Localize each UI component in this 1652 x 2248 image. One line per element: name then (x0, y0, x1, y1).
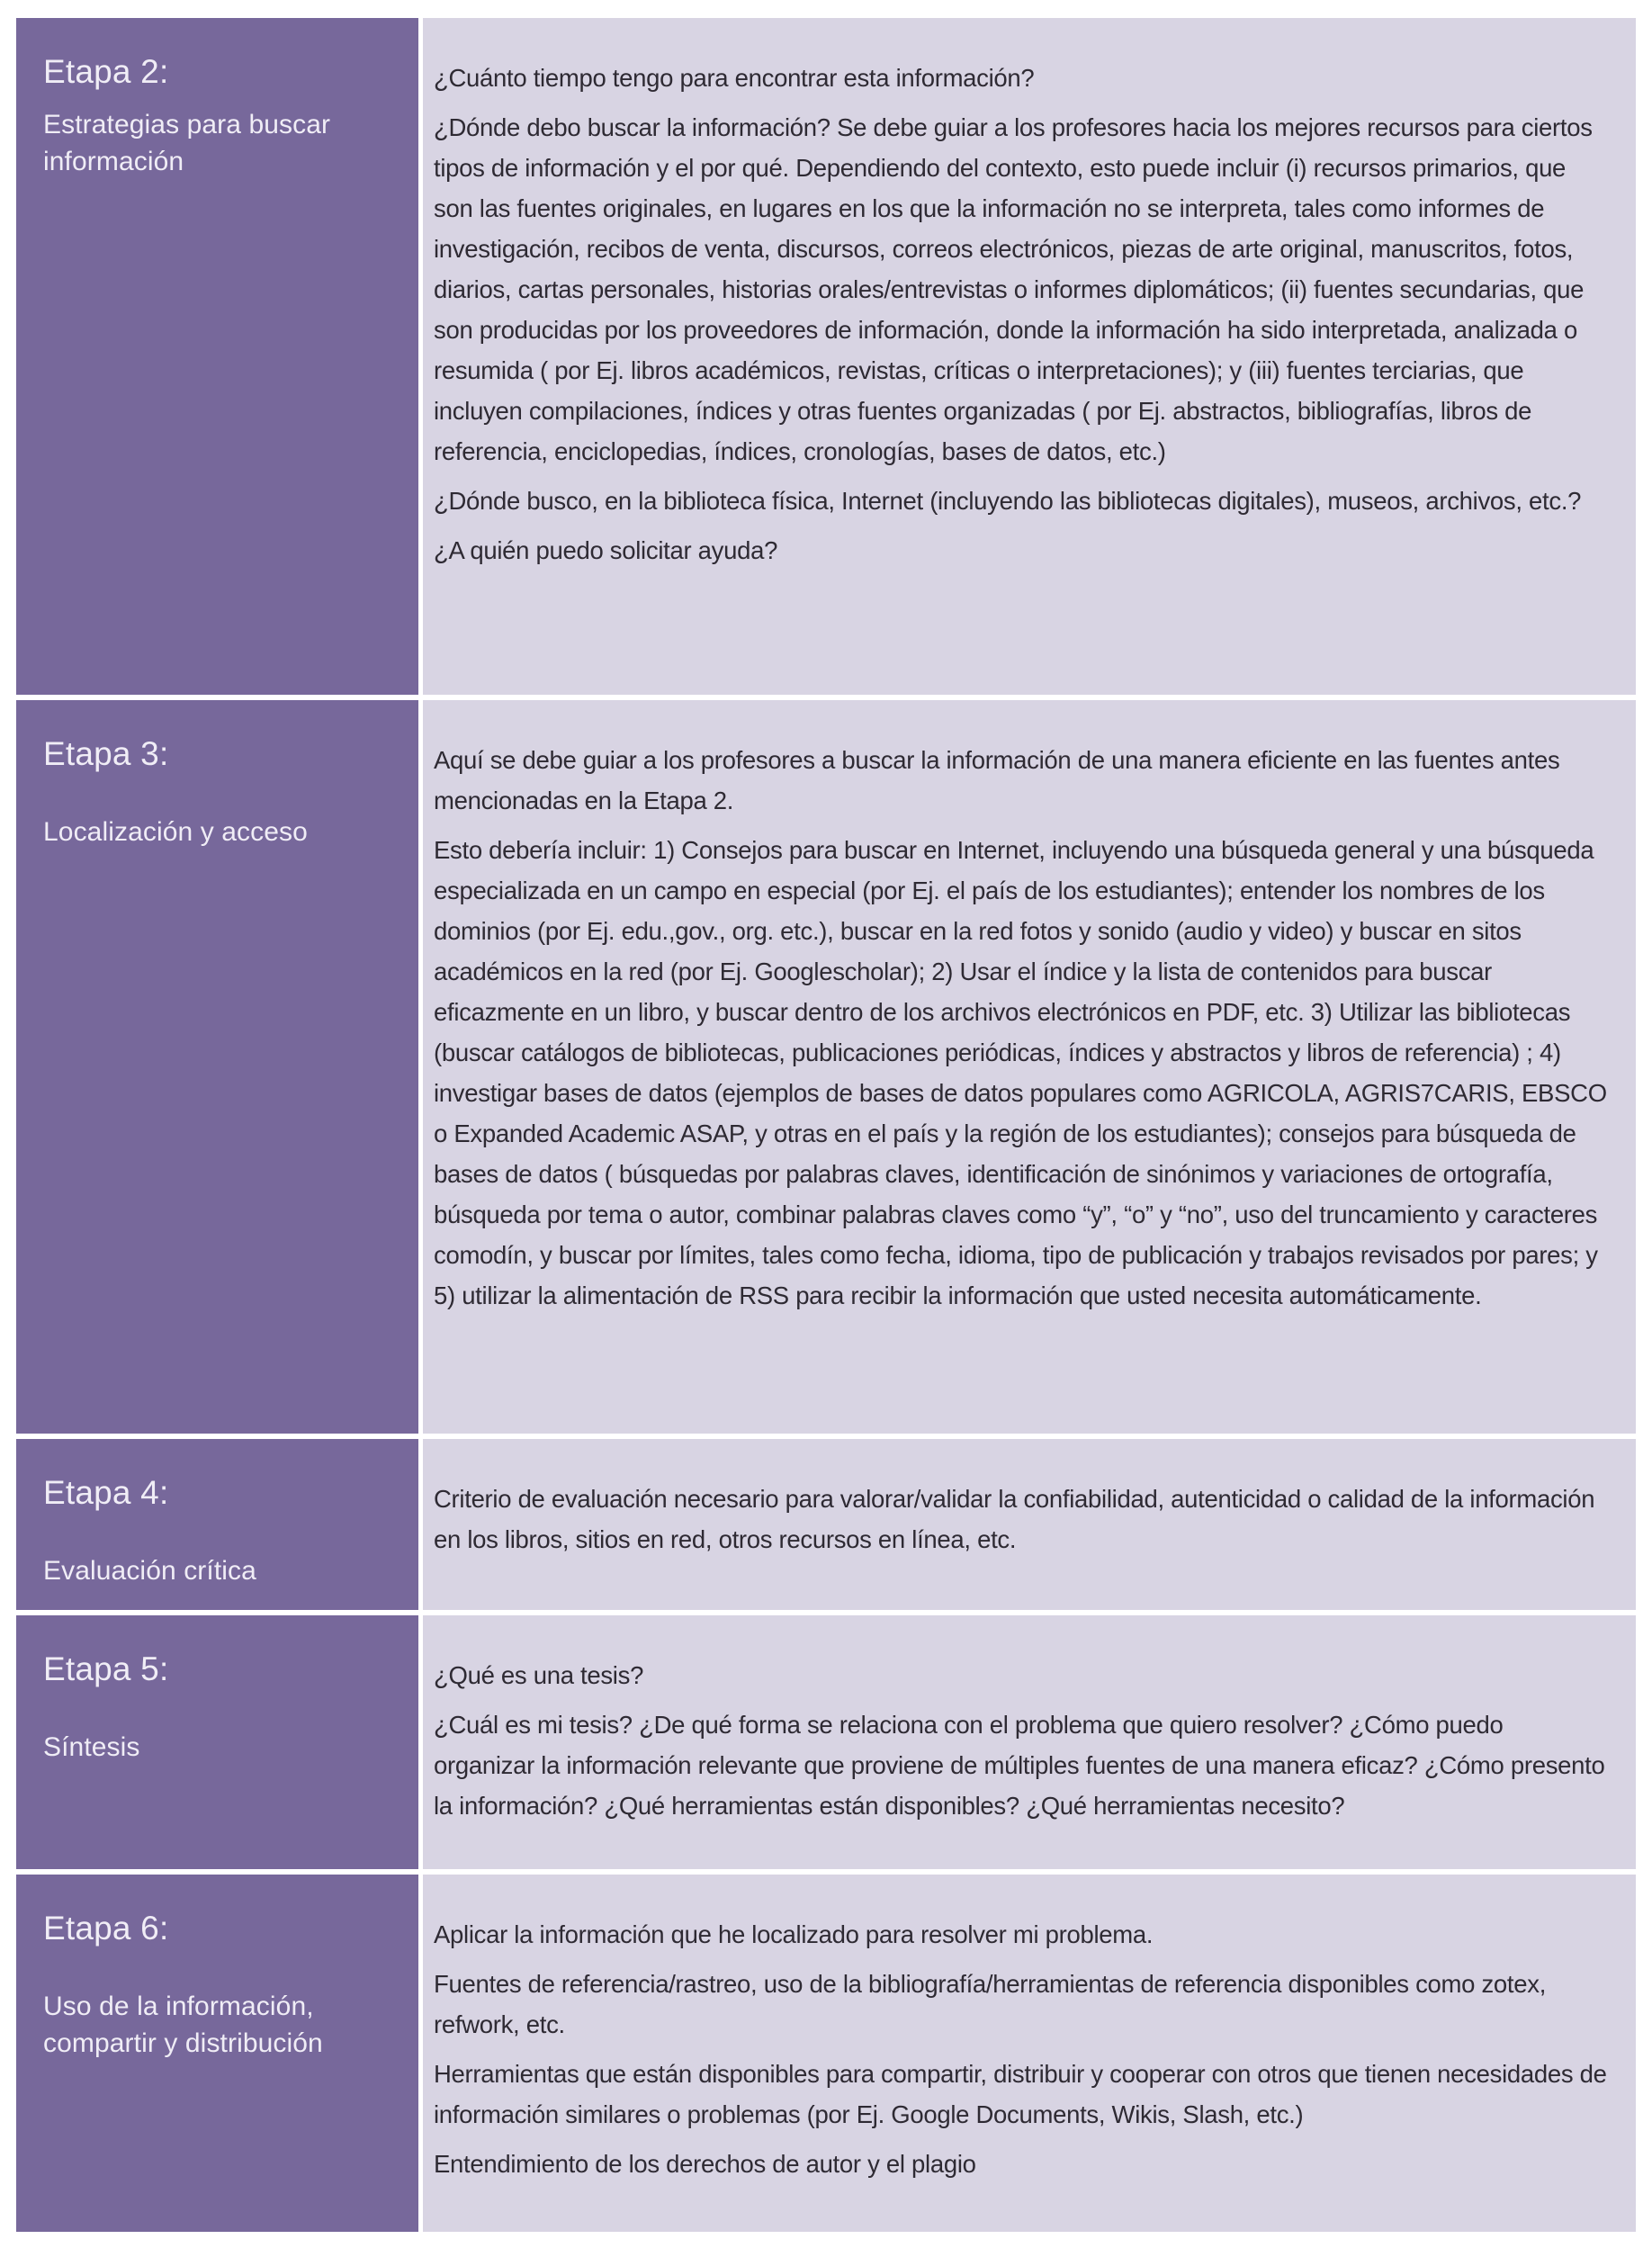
stage-title: Etapa 6: (43, 1910, 169, 1947)
paragraph: Herramientas que están disponibles para compartir, distribuir y cooperar con otros que tienen necesidades de información similares o problemas (por Ej. Google Documents, Wikis, Slash, etc.) (434, 2060, 1607, 2128)
stage-body-etapa-3 (423, 700, 1636, 1434)
stage-subtitle: Síntesis (43, 1732, 140, 1762)
stage-subtitle: Localización y acceso (43, 817, 308, 847)
stage-header-etapa-2 (16, 18, 418, 695)
stage-subtitle: Estrategias para buscar información (43, 110, 331, 176)
stage-header-etapa-6 (16, 1875, 418, 2232)
paragraph: ¿A quién puedo solicitar ayuda? (434, 536, 778, 564)
paragraph: Entendimiento de los derechos de autor y el plagio (434, 2150, 976, 2178)
paragraph: Fuentes de referencia/rastreo, uso de la bibliografía/herramientas de referencia disponibles como zotex, refwork, etc. (434, 1970, 1547, 2038)
paragraph: ¿Dónde debo buscar la información? Se debe guiar a los profesores hacia los mejores recursos para ciertos tipos de información y el por qué. Dependiendo del contexto, esto puede incluir (i) recursos primarios, que son las fuentes originales, en lugares en los que la información no se interpreta, tales como informes de investigación, recibos de venta, discursos, correos electrónicos, piezas de arte original, manuscritos, fotos, diarios, cartas personales, historias orales/entrevistas o informes diplomáticos; (ii) fuentes secundarias, que son producidas por los proveedores de información, donde la información ha sido interpretada, analizada o resumida ( por Ej. libros académicos, revistas, críticas o interpretaciones); y (iii) fuentes terciarias, que incluyen compilaciones, índices y otras fuentes organizadas ( por Ej. abstractos, bibliografías, libros de referencia, enciclopedias, índices, cronologías, bases de datos, etc.) (434, 113, 1593, 465)
stages-table (16, 18, 1636, 2232)
stage-title: Etapa 4: (43, 1474, 169, 1511)
stage-body-etapa-2 (423, 18, 1636, 695)
paragraph: ¿Cuánto tiempo tengo para encontrar esta información? (434, 64, 1035, 92)
paragraph: Esto debería incluir: 1) Consejos para buscar en Internet, incluyendo una búsqueda general y una búsqueda especializada en un campo en especial (por Ej. el país de los estudiantes); entender los nombres de los dominios (por Ej. edu.,gov., org. etc.), buscar en la red fotos y sonido (audio y video) y buscar en sitos académicos en la red (por Ej. Googlescholar); 2) Usar el índice y la lista de contenidos para buscar eficazmente en un libro, y buscar dentro de los archivos electrónicos en PDF, etc. 3) Utilizar las bibliotecas (buscar catálogos de bibliotecas, publicaciones periódicas, índices y abstractos y libros de referencia) ; 4) investigar bases de datos (ejemplos de bases de datos populares como AGRICOLA, AGRIS7CARIS, EBSCO o Expanded Academic ASAP, y otras en el país y la región de los estudiantes); consejos para búsqueda de bases de datos ( búsquedas por palabras claves, identificación de sinónimos y variaciones de ortografía, búsqueda por tema o autor, combinar palabras claves como “y”, “o” y “no”, uso del truncamiento y caracteres comodín, y buscar por límites, tales como fecha, idioma, tipo de publicación y trabajos revisados por pares; y 5) utilizar la alimentación de RSS para recibir la información que usted necesita automáticamente. (434, 836, 1607, 1309)
stage-header-etapa-3 (16, 700, 418, 1434)
paragraph: ¿Dónde busco, en la biblioteca física, Internet (incluyendo las bibliotecas digitales), museos, archivos, etc.? (434, 487, 1582, 515)
stage-title: Etapa 2: (43, 53, 169, 90)
paragraph: Aplicar la información que he localizado para resolver mi problema. (434, 1920, 1154, 1948)
stage-subtitle: Uso de la información, compartir y distribución (43, 1992, 323, 2058)
stage-title: Etapa 5: (43, 1650, 169, 1687)
stage-title: Etapa 3: (43, 735, 169, 772)
paragraph: ¿Qué es una tesis? (434, 1661, 644, 1689)
stage-body-etapa-5 (423, 1615, 1636, 1869)
stage-header-etapa-4 (16, 1439, 418, 1610)
stage-header-etapa-5 (16, 1615, 418, 1869)
paragraph: Criterio de evaluación necesario para valorar/validar la confiabilidad, autenticidad o calidad de la información en los libros, sitios en red, otros recursos en línea, etc. (434, 1485, 1595, 1553)
stage-subtitle: Evaluación crítica (43, 1556, 256, 1586)
paragraph: Aquí se debe guiar a los profesores a buscar la información de una manera eficiente en las fuentes antes mencionadas en la Etapa 2. (434, 746, 1560, 814)
paragraph: ¿Cuál es mi tesis? ¿De qué forma se relaciona con el problema que quiero resolver? ¿Cómo puedo organizar la información relevante que proviene de múltiples fuentes de una manera eficaz? ¿Cómo presento la información? ¿Qué herramientas están disponibles? ¿Qué herramientas necesito? (434, 1711, 1605, 1820)
stage-body-etapa-6 (423, 1875, 1636, 2232)
stage-body-etapa-4 (423, 1439, 1636, 1610)
